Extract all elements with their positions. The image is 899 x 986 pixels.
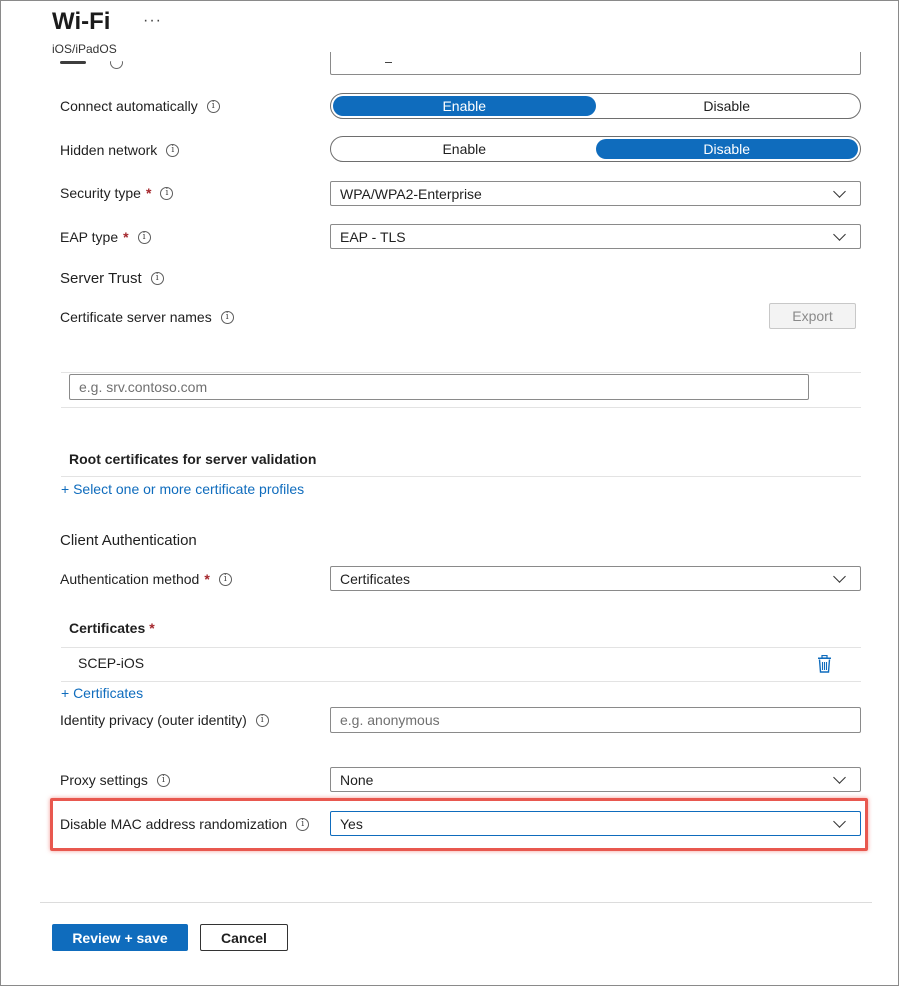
required-marker: *	[123, 229, 129, 245]
divider	[61, 647, 861, 648]
divider	[61, 681, 861, 682]
divider	[61, 476, 861, 477]
export-button[interactable]: Export	[769, 303, 856, 329]
mac-randomization-value: Yes	[340, 815, 363, 832]
mac-randomization-label	[60, 816, 309, 832]
authentication-method-dropdown[interactable]	[330, 566, 861, 591]
certificate-list-item: SCEP-iOS	[78, 655, 145, 671]
proxy-settings-label	[60, 772, 170, 788]
ssid-input-clipped[interactable]	[330, 52, 861, 75]
certificates-heading	[69, 620, 155, 636]
security-type-text: Security type	[60, 185, 141, 201]
info-icon[interactable]: i	[221, 311, 234, 324]
authentication-method-text: Authentication method	[60, 571, 200, 587]
chevron-down-icon	[833, 771, 846, 784]
proxy-settings-value: None	[340, 771, 374, 788]
eap-type-text: EAP type	[60, 229, 119, 245]
identity-privacy-input[interactable]	[330, 707, 861, 733]
info-icon[interactable]: i	[207, 100, 220, 113]
page-subtitle: iOS/iPadOS	[52, 42, 117, 56]
proxy-settings-dropdown[interactable]	[330, 767, 861, 792]
divider	[61, 372, 861, 373]
info-icon[interactable]: i	[296, 818, 309, 831]
hidden-network-label	[60, 142, 179, 158]
page-title: Wi-Fi	[52, 8, 111, 35]
chevron-down-icon	[833, 228, 846, 241]
select-certificate-profiles-link[interactable]: + Select one or more certificate profiles	[61, 481, 305, 497]
required-marker: *	[204, 571, 210, 587]
add-certificates-link[interactable]: + Certificates	[61, 685, 144, 701]
required-marker: *	[149, 620, 155, 636]
certificate-server-name-input[interactable]	[69, 374, 809, 400]
connect-automatically-text: Connect automatically	[60, 98, 198, 114]
chevron-down-icon	[833, 570, 846, 583]
server-trust-text: Server Trust	[60, 270, 142, 287]
identity-privacy-text: Identity privacy (outer identity)	[60, 712, 247, 728]
client-authentication-heading	[60, 532, 197, 549]
toggle-enable[interactable]: Enable	[333, 96, 596, 116]
eap-type-dropdown[interactable]	[330, 224, 861, 249]
certificate-server-names-label	[60, 309, 234, 325]
authentication-method-value: Certificates	[340, 570, 411, 587]
security-type-value: WPA/WPA2-Enterprise	[340, 185, 482, 202]
security-type-dropdown[interactable]	[330, 181, 861, 206]
toggle-enable[interactable]: Enable	[442, 141, 487, 157]
footer-divider	[40, 902, 872, 903]
more-options-icon[interactable]: ···	[143, 12, 162, 29]
info-icon[interactable]: i	[157, 774, 170, 787]
connect-automatically-label	[60, 98, 220, 114]
chevron-down-icon	[833, 185, 846, 198]
chevron-down-icon	[833, 815, 846, 828]
trash-icon[interactable]	[817, 655, 832, 673]
mac-randomization-text: Disable MAC address randomization	[60, 816, 288, 832]
client-authentication-text: Client Authentication	[60, 532, 197, 549]
certificate-server-names-text: Certificate server names	[60, 309, 212, 325]
proxy-settings-text: Proxy settings	[60, 772, 148, 788]
divider	[61, 407, 861, 408]
toggle-disable[interactable]: Disable	[703, 98, 751, 114]
info-icon[interactable]: i	[160, 187, 173, 200]
eap-type-value: EAP - TLS	[340, 228, 406, 245]
hidden-network-text: Hidden network	[60, 142, 158, 158]
info-icon[interactable]: i	[219, 573, 232, 586]
hidden-network-toggle[interactable]	[330, 136, 861, 162]
mac-randomization-dropdown[interactable]	[330, 811, 861, 836]
info-icon[interactable]: i	[166, 144, 179, 157]
certificates-heading-text: Certificates	[69, 620, 146, 636]
toggle-disable[interactable]: Disable	[596, 139, 859, 159]
authentication-method-label	[60, 571, 232, 587]
review-save-button[interactable]: Review + save	[52, 924, 188, 951]
required-marker: *	[145, 185, 152, 201]
root-certificates-heading: Root certificates for server validation	[69, 451, 317, 467]
info-icon[interactable]: i	[256, 714, 269, 727]
security-type-label	[60, 185, 173, 201]
identity-privacy-label	[60, 712, 269, 728]
server-trust-heading	[60, 270, 164, 287]
info-icon[interactable]: i	[151, 272, 164, 285]
info-icon[interactable]: i	[138, 231, 151, 244]
cancel-button[interactable]: Cancel	[200, 924, 288, 951]
eap-type-label	[60, 229, 151, 245]
connect-automatically-toggle[interactable]	[330, 93, 861, 119]
